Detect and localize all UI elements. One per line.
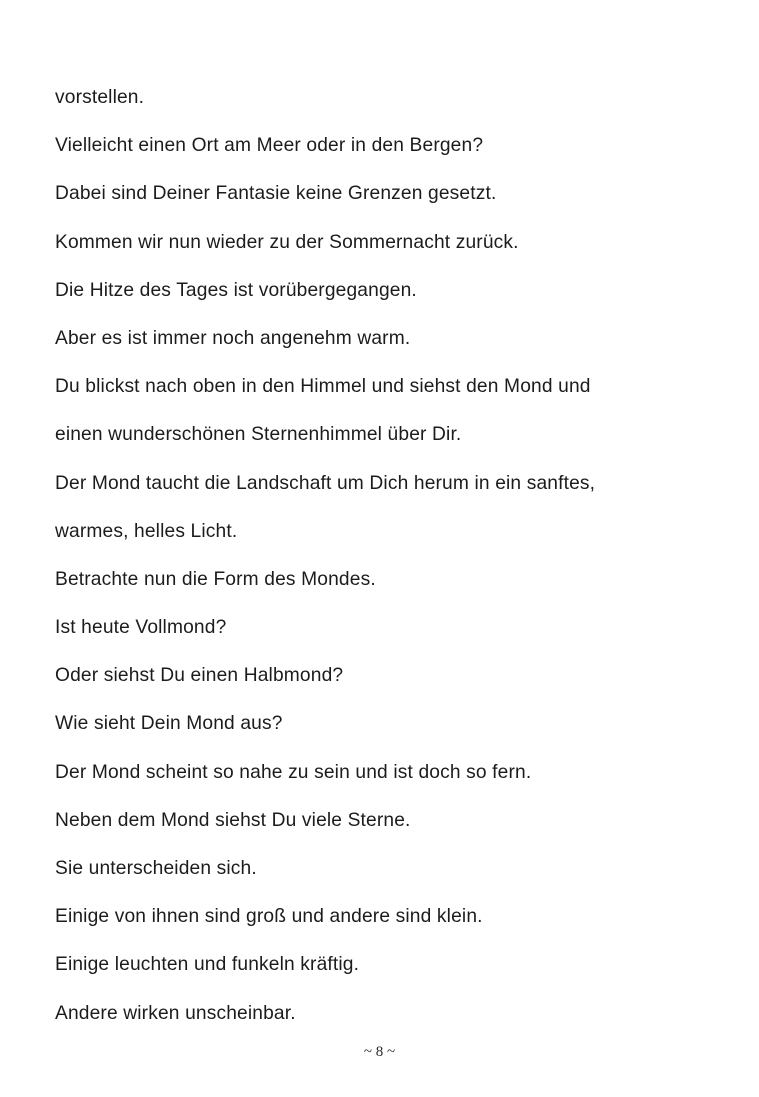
body-text — [55, 84, 735, 1048]
text-line: Oder siehst Du einen Halbmond? — [55, 665, 344, 687]
text-line: Sie unterscheiden sich. — [55, 858, 257, 879]
text-line: Die Hitze des Tages ist vorübergegangen. — [55, 279, 417, 301]
text-line: Dabei sind Deiner Fantasie keine Grenzen gesetzt. — [55, 183, 497, 205]
text-line: Aber es ist immer noch angenehm warm. — [55, 327, 411, 349]
text-line: Du blickst nach oben in den Himmel und siehst den Mond und — [55, 376, 591, 398]
text-line: Andere wirken unscheinbar. — [55, 1002, 296, 1024]
text-line: Einige von ihnen sind groß und andere sind klein. — [55, 906, 483, 928]
text-line: Kommen wir nun wieder zu der Sommernacht zurück. — [55, 231, 519, 253]
text-line: Der Mond scheint so nahe zu sein und ist doch so fern. — [55, 761, 532, 783]
text-line: Ist heute Vollmond? — [55, 617, 227, 639]
text-line: Neben dem Mond siehst Du viele Sterne. — [55, 809, 411, 831]
text-line: vorstellen. — [55, 87, 145, 108]
text-line: Einige leuchten und funkeln kräftig. — [55, 954, 360, 976]
text-line: Vielleicht einen Ort am Meer oder in den Bergen? — [55, 135, 484, 157]
page-number: ~ 8 ~ — [363, 1044, 396, 1060]
text-line: Wie sieht Dein Mond aus? — [55, 713, 283, 735]
text-line: warmes, helles Licht. — [55, 520, 238, 542]
text-line: einen wunderschönen Sternenhimmel über Dir. — [55, 424, 462, 446]
text-line: Der Mond taucht die Landschaft um Dich herum in ein sanftes, — [55, 472, 596, 494]
text-line: Betrachte nun die Form des Mondes. — [55, 568, 376, 590]
